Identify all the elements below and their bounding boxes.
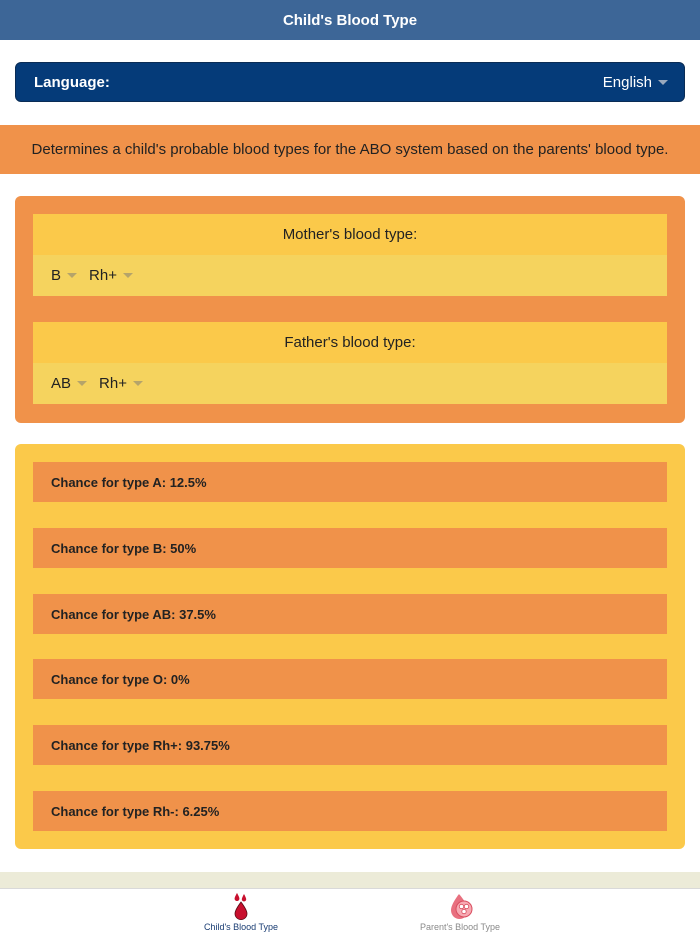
chevron-down-icon xyxy=(77,381,87,386)
result-rh-positive: Chance for type Rh+: 93.75% xyxy=(33,725,667,765)
page-title: Child's Blood Type xyxy=(282,11,418,29)
mother-selects xyxy=(33,255,667,296)
language-label: Language: xyxy=(34,73,110,91)
tab-childs-blood-type-label: Child's Blood Type xyxy=(203,922,279,932)
mother-blood-type-block xyxy=(33,214,667,296)
blood-cells-icon xyxy=(445,891,475,921)
result-type-o: Chance for type O: 0% xyxy=(33,659,667,699)
language-value: English xyxy=(602,73,652,91)
content-bottom-strip xyxy=(0,872,700,888)
father-rh-select[interactable] xyxy=(99,375,143,392)
parents-panel xyxy=(15,196,685,423)
father-rh-value: Rh+ xyxy=(99,375,127,392)
description-text: Determines a child's probable blood types for the ABO system based on the parents' blood type. xyxy=(31,141,669,158)
tab-bar xyxy=(0,888,700,934)
chevron-down-icon xyxy=(658,80,668,85)
mother-abo-value: B xyxy=(51,267,62,284)
language-bar xyxy=(15,62,685,102)
tab-parents-blood-type[interactable] xyxy=(380,891,540,933)
mother-rh-value: Rh+ xyxy=(89,267,117,284)
result-rh-negative: Chance for type Rh-: 6.25% xyxy=(33,791,667,831)
language-select[interactable] xyxy=(603,74,668,91)
blood-drops-icon xyxy=(226,891,256,921)
father-blood-type-title: Father's blood type: xyxy=(33,322,667,363)
father-abo-select[interactable] xyxy=(51,375,87,392)
tab-childs-blood-type[interactable] xyxy=(161,891,321,933)
father-abo-value: AB xyxy=(51,375,72,392)
mother-blood-type-title: Mother's blood type: xyxy=(33,214,667,255)
chevron-down-icon xyxy=(123,273,133,278)
result-type-ab: Chance for type AB: 37.5% xyxy=(33,594,667,634)
chevron-down-icon xyxy=(133,381,143,386)
result-type-b: Chance for type B: 50% xyxy=(33,528,667,568)
father-selects xyxy=(33,363,667,404)
father-blood-type-block xyxy=(33,322,667,404)
navigation-bar xyxy=(0,0,700,40)
tab-parents-blood-type-label: Parent's Blood Type xyxy=(419,922,501,932)
mother-abo-select[interactable] xyxy=(51,267,77,284)
results-panel xyxy=(15,444,685,849)
mother-rh-select[interactable] xyxy=(89,267,133,284)
chevron-down-icon xyxy=(67,273,77,278)
result-type-a: Chance for type A: 12.5% xyxy=(33,462,667,502)
description-banner xyxy=(0,125,700,174)
